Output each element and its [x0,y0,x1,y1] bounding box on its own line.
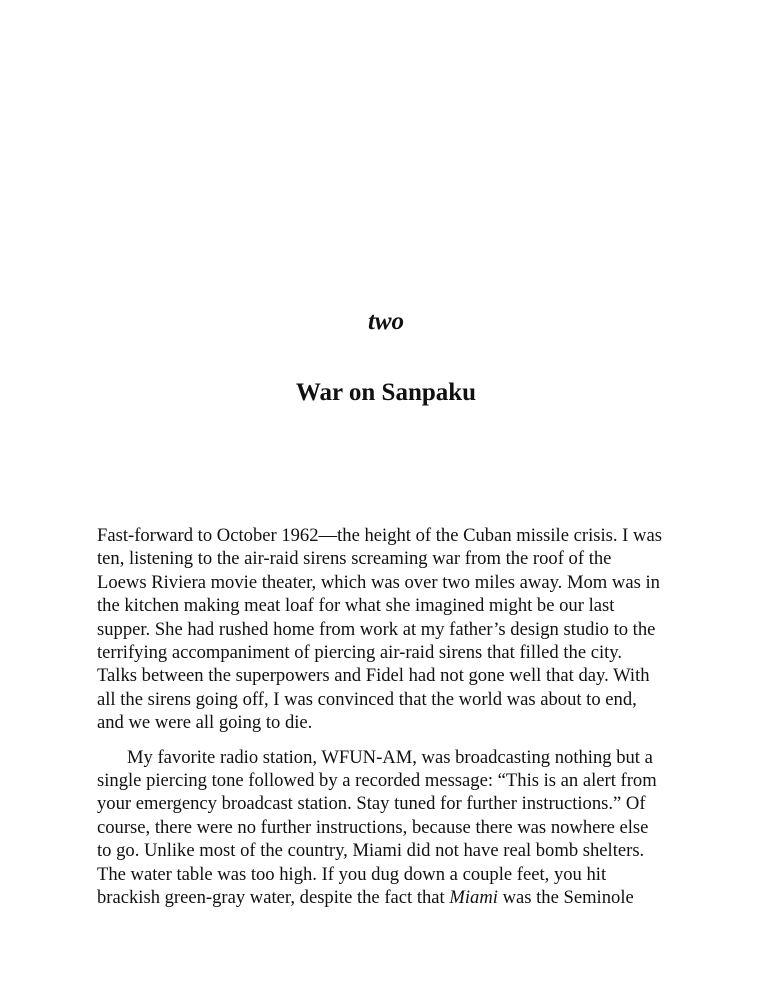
text-segment: brackish green-gray water, despite the fact that [97,887,450,909]
text-segment: was the Seminole [497,887,634,909]
text-line: single piercing tone followed by a recorded message: “This is an alert from [97,770,657,792]
text-line: Fast-forward to October 1962—the height of the Cuban missile crisis. I was [97,525,662,546]
text-line: The water table was too high. If you dug down a couple feet, you hit [97,863,607,885]
chapter-number: two [367,308,405,335]
italic-place-name: Miami [449,887,498,909]
text-line: your emergency broadcast station. Stay tuned for further instructions.” Of [97,793,646,815]
chapter-title: War on Sanpaku [295,379,477,406]
text-line: ten, listening to the air-raid sirens screaming war from the roof of the [97,548,612,570]
text-line: all the sirens going off, I was convinced that the world was about to end, [97,688,637,710]
text-line: to go. Unlike most of the country, Miami did not have real bomb shelters. [97,840,645,862]
text-line: terrifying accompaniment of piercing air-raid sirens that filled the city. [97,642,623,664]
paragraph-1 [97,524,679,735]
text-line: Talks between the superpowers and Fidel had not gone well that day. With [97,665,650,687]
text-line: Loews Riviera movie theater, which was over two miles away. Mom was in [97,571,660,593]
text-line: the kitchen making meat loaf for what she imagined might be our last [97,595,615,617]
text-line: course, there were no further instructions, because there was nowhere else [97,816,649,838]
text-line-last [97,886,679,909]
text-line: and we were all going to die. [97,712,313,734]
text-line: My favorite radio station, WFUN-AM, was broadcasting nothing but a [127,746,653,768]
chapter-body [97,524,679,910]
paragraph-2 [97,746,679,910]
text-line: supper. She had rushed home from work at my father’s design studio to the [97,618,656,640]
